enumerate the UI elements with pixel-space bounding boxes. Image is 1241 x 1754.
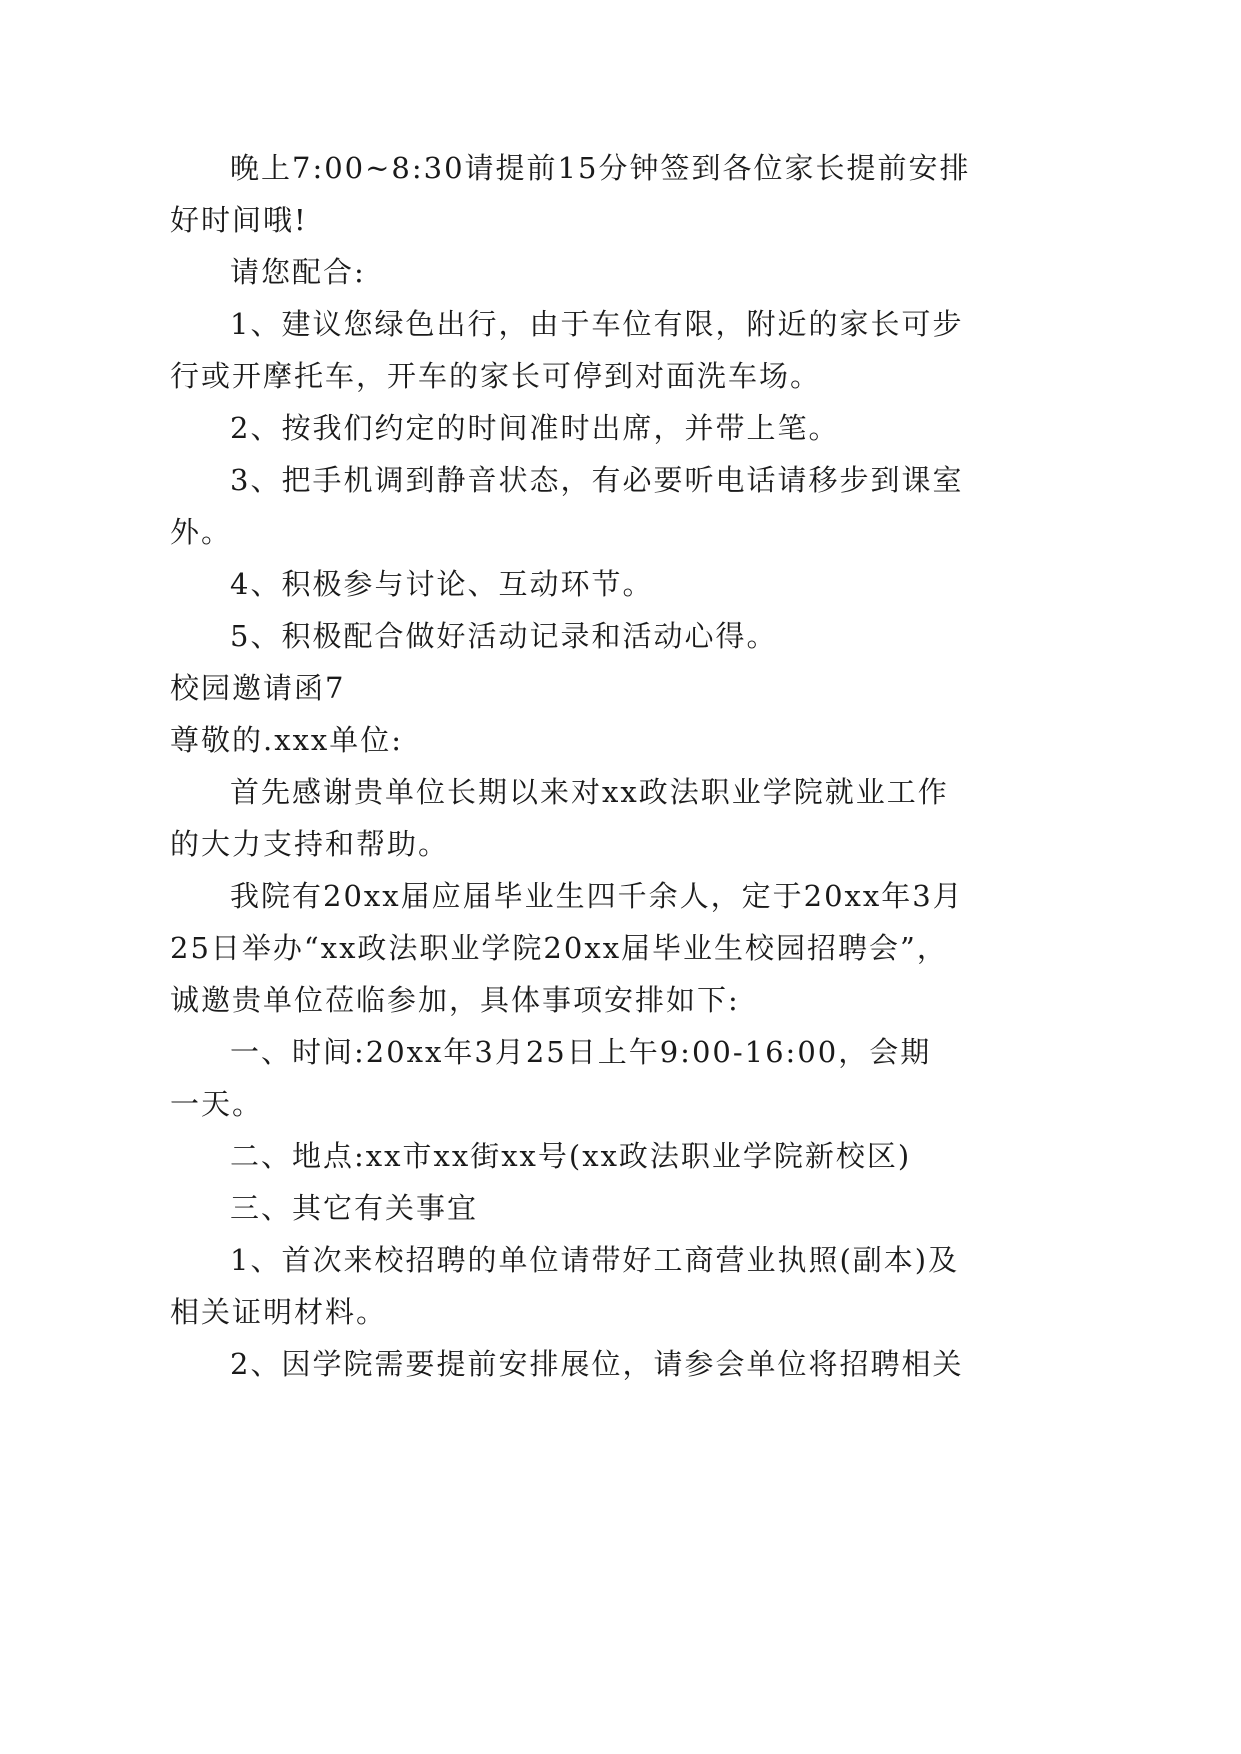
- text-line: 我院有20xx届应届毕业生四千余人，定于20xx年3月: [230, 879, 964, 913]
- text-line: 相关证明材料。: [170, 1295, 388, 1329]
- text-line: 诚邀贵单位莅临参加，具体事项安排如下:: [170, 983, 740, 1017]
- text-line: 外。: [170, 515, 233, 549]
- text-line: 二、地点:xx市xx街xx号(xx政法职业学院新校区): [230, 1139, 912, 1173]
- text-line: 好时间哦!: [170, 203, 308, 237]
- text-line: 三、其它有关事宜: [230, 1191, 479, 1225]
- section-heading: 校园邀请函7: [170, 671, 346, 705]
- salutation: 尊敬的.xxx单位:: [170, 723, 404, 757]
- text-line: 1、首次来校招聘的单位请带好工商营业执照(副本)及: [230, 1243, 960, 1277]
- text-line: 一天。: [170, 1087, 264, 1121]
- text-line: 请您配合:: [230, 255, 366, 289]
- text-line: 首先感谢贵单位长期以来对xx政法职业学院就业工作: [230, 775, 949, 809]
- text-line: 2、按我们约定的时间准时出席，并带上笔。: [230, 411, 840, 445]
- text-line: 一、时间:20xx年3月25日上午9:00-16:00，会期: [230, 1035, 932, 1069]
- text-line: 25日举办“xx政法职业学院20xx届毕业生校园招聘会”，: [170, 931, 948, 965]
- text-line: 行或开摩托车，开车的家长可停到对面洗车场。: [170, 359, 822, 393]
- text-line: 的大力支持和帮助。: [170, 827, 450, 861]
- text-line: 4、积极参与讨论、互动环节。: [230, 567, 654, 601]
- text-line: 2、因学院需要提前安排展位，请参会单位将招聘相关: [230, 1347, 964, 1381]
- text-line: 5、积极配合做好活动记录和活动心得。: [230, 619, 778, 653]
- text-line: 晚上7:00~8:30请提前15分钟签到各位家长提前安排: [230, 151, 971, 185]
- text-line: 1、建议您绿色出行，由于车位有限，附近的家长可步: [230, 307, 964, 341]
- text-line: 3、把手机调到静音状态，有必要听电话请移步到课室: [230, 463, 964, 497]
